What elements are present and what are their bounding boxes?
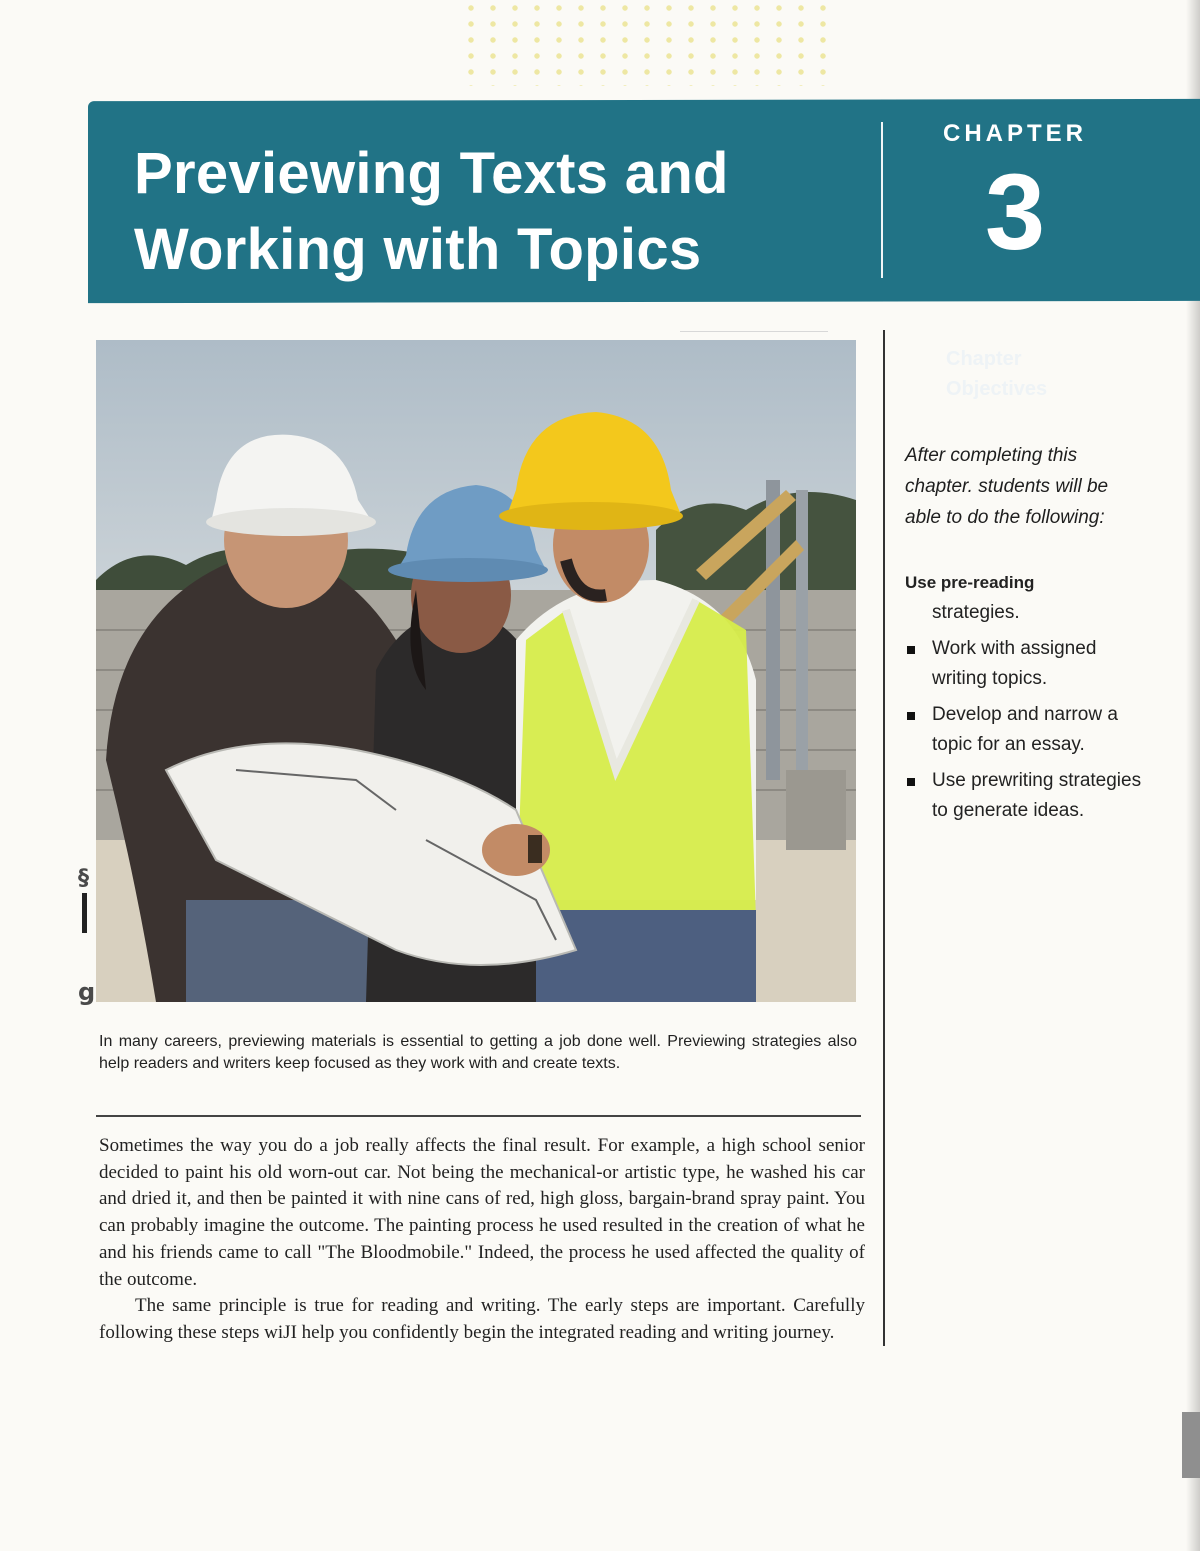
objectives-heading-line-2: Objectives: [946, 378, 1048, 400]
square-bullet-icon: [907, 712, 915, 720]
chapter-title-line-2: Working with Topics: [134, 217, 702, 282]
square-bullet-icon: [907, 778, 915, 786]
side-margin-marks: [70, 815, 100, 1015]
objective-item-1-head: Use pre-reading: [905, 573, 1035, 592]
objective-item-4: [905, 766, 1145, 826]
chapter-label: CHAPTER: [942, 120, 1087, 147]
svg-text:g: g: [78, 978, 96, 1006]
chapter-title: [134, 136, 854, 288]
body-paragraph-2: The same principle is true for reading and writing. The early steps are important. Carefully following these steps wiJI help you confidently begin the integrated reading and writing journey.: [99, 1295, 865, 1343]
objectives-list: [905, 568, 1145, 826]
objective-item-4-text: Use prewriting strategies to generate ideas.: [932, 770, 1142, 821]
chapter-number: 3: [984, 151, 1046, 272]
objectives-intro: After completing this chapter. students will be able to do the following:: [905, 445, 1109, 528]
top-rule: [680, 331, 828, 332]
svg-text:§: §: [78, 866, 89, 891]
caption-rule: [96, 1115, 861, 1117]
objectives-heading-line-1: Chapter: [946, 348, 1022, 370]
page-edge-mark: [1182, 1412, 1200, 1478]
body-text: [99, 1133, 865, 1347]
objective-item-3: [905, 700, 1145, 760]
photo-caption: In many careers, previewing materials is essential to getting a job done well. Previewing strategies also help readers and writers keep focused as they work with and create texts.: [99, 1033, 857, 1072]
body-paragraph-1: Sometimes the way you do a job really affects the final result. For example, a high school senior decided to paint his old worn-out car. Not being the mechanical-or artistic type, he washed his car and dried it, and then be painted it with nine cans of red, high gloss, bargain-brand spray paint. You can probably imagine the outcome. The painting process he used resulted in the creation of what he and his friends came to call "The Bloodmobile." Indeed, the process he used affected the quality of the outcome.: [99, 1135, 865, 1290]
decorative-dot-pattern: [460, 0, 840, 86]
objective-item-3-text: Develop and narrow a topic for an essay.: [932, 704, 1118, 755]
square-bullet-icon: [907, 646, 915, 654]
chapter-title-line-1: Previewing Texts and: [134, 141, 729, 206]
construction-workers-photo: [96, 340, 856, 1002]
objective-item-2: [905, 634, 1145, 694]
banner-divider: [881, 122, 883, 278]
objective-item-1-rest: strategies.: [932, 602, 1020, 623]
objective-item-1: [905, 568, 1145, 628]
objectives-heading: [946, 344, 1146, 404]
column-divider: [883, 330, 885, 1346]
objective-item-2-text: Work with assigned writing topics.: [932, 638, 1097, 689]
